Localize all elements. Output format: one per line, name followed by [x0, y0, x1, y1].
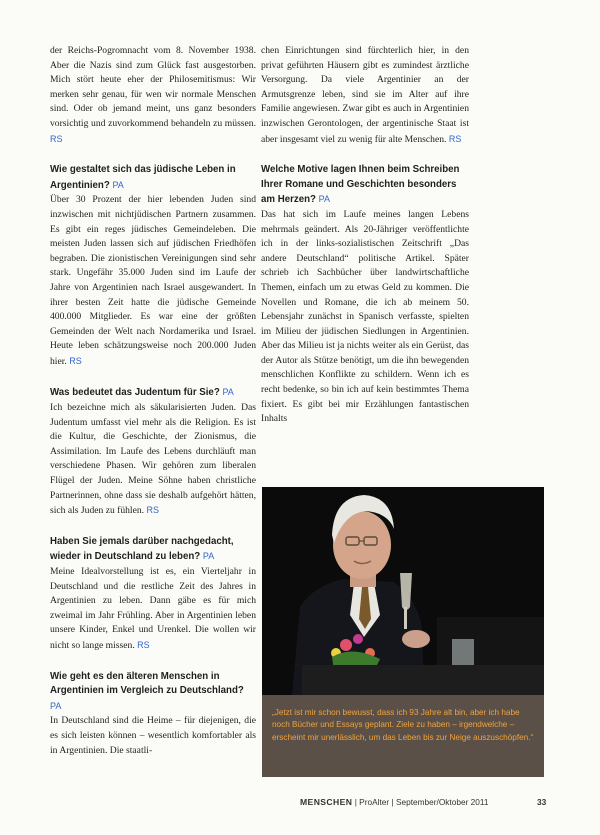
paragraph — [50, 44, 256, 147]
paragraph-text: der Reichs-Pogromnacht vom 8. November 1938. Aber die Nazis sind zum Glück fast ausgestorben. Mich stört heute eher der Philosemitismus: Wir merken sehr genau, für wen wir normale Menschen sind. Oder ob jemand meint, uns ganz besonders vorsichtig und zuvorkommend behandeln zu müssen. — [50, 45, 256, 129]
question-text: Wie geht es den älteren Menschen in Argentinien im Vergleich zu Deutschland? — [50, 670, 244, 697]
caption-text: „Jetzt ist mir schon bewusst, dass ich 93 Jahre alt bin, aber ich habe noch Bücher und Essays geplant. Ziele zu haben – irgendwelche – erscheint mir unerlässlich, um das Leben bis zur Neige auszuschöpfen.“ — [272, 708, 534, 742]
question-heading — [50, 535, 256, 565]
paragraph-text: Ich bezeichne mich als säkularisierten Juden. Das Judentum umfasst viel mehr als die Religion. Es ist die Kultur, die Geschichte, der Zionismus, die Assimilation. Im Laufe des Lebens durchläuft man verschiedene Phasen. Wir gehören zum liberalen Flügel der Juden. Meine Söhne haben christliche Partnerinnen, ohne dass sie deshalb aufgehört hätten, sich als Juden zu fühlen. — [50, 402, 256, 517]
author-tag: PA — [222, 387, 234, 398]
paragraph — [50, 401, 256, 519]
issue-date: September/Oktober 2011 — [395, 797, 489, 807]
question-heading — [50, 163, 256, 193]
author-tag: RS — [146, 505, 159, 516]
footer-separator: | — [391, 797, 394, 807]
paragraph — [50, 193, 256, 369]
author-tag: RS — [137, 639, 150, 650]
section-name: ProAlter — [359, 797, 390, 807]
magazine-name: MENSCHEN — [300, 797, 353, 807]
question-heading — [50, 670, 256, 715]
author-tag: RS — [50, 133, 63, 144]
paragraph — [50, 565, 256, 654]
paragraph: In Deutschland sind die Heime – für diejenigen, die es sich leisten können – wesentlich komfortabler als in Argentinien. Die staatli- — [50, 715, 256, 756]
author-tag: PA — [318, 194, 330, 205]
question-text: Welche Motive lagen Ihnen beim Schreiben Ihrer Romane und Geschichten besonders am Herzen? — [261, 164, 460, 206]
question-text: Wie gestaltet sich das jüdische Leben in Argentinien? — [50, 164, 236, 191]
photo-caption — [262, 695, 544, 777]
paragraph-text: chen Einrichtungen sind fürchterlich hier, in den privat geführten Häusern gibt es zumindest ärztliche Versorgung. Da viele Argentinier an der Armutsgrenze leben, sind sie im Alter auf ihre Familie angewiesen. Zwar gibt es auch in Argentinien inzwischen Gerontologen, der argentinische Staat ist aber insgesamt viel zu wenig für alte Menschen. — [261, 45, 469, 145]
footer-info — [300, 797, 489, 807]
author-tag: PA — [50, 700, 62, 711]
author-photo — [262, 487, 544, 695]
left-column — [50, 44, 256, 758]
question-heading — [50, 385, 256, 401]
question-text: Haben Sie jemals darüber nachgedacht, wieder in Deutschland zu leben? — [50, 535, 234, 563]
right-column — [261, 44, 469, 427]
paragraph-text: Über 30 Prozent der hier lebenden Juden sind inzwischen mit nichtjüdischen Partnern zusammen. Es gibt ein reges jüdisches Gemeindeleben. Die meisten Juden lassen sich auf jüdischen Friedhöfen begraben. Die zionistischen Vereinigungen sind sehr stark. Ungefähr 35.000 Juden sind im Laufe der Jahre von Argentinien nach Israel ausgewandert. In ihrer besten Zeit hatte die jüdische Gemeinde 400.000 Mitglieder. Es war eine der größten Gemeinden der Welt nach Nordamerika und Israel. Heute leben schätzungsweise noch 200.000 Juden hier. — [50, 194, 256, 367]
author-tag: PA — [112, 179, 124, 190]
question-text: Was bedeutet das Judentum für Sie? — [50, 387, 220, 399]
author-tag: RS — [69, 355, 82, 366]
page-footer — [0, 797, 600, 811]
paragraph — [261, 44, 469, 147]
author-tag: RS — [448, 133, 462, 144]
paragraph: Das hat sich im Laufe meines langen Lebens mehrmals geändert. Als 20-Jähriger veröffentlichte ich in der links-sozialistischen Zeitschrift „Das andere Deutschland“ politische Artikel. Später schrieb ich Sachbücher über landwirtschaftliche Themen, einfach um zu etwas Geld zu kommen. Die Novellen und Romane, die ich ab meinem 50. Lebensjahr zunächst in Spanisch verfasste, spielten im Milieu der jüdischen Siedlungen in Argentinien. Aber das Milieu ist ja nichts weiter als ein Gerüst, das der Autor als Stütze benötigt, um die ihn bewegenden menschlichen Konflikte zu schildern. Wenn ich es recht bedenke, so bin ich auf kein bestimmtes Thema fixiert. Es gibt bei mir Erzählungen fantastischen Inhalts — [261, 208, 469, 425]
page-number: 33 — [537, 797, 547, 807]
footer-separator: | — [354, 797, 357, 807]
paragraph-text: Meine Idealvorstellung ist es, ein Vierteljahr in Deutschland und die restliche Zeit des Jahres in Argentinien zu leben. Dann gäbe es für mich zweimal im Jahr Frühling. Aber in Argentinien leben unsere Kinder, Enkel und Urenkel. Die wollen wir nicht so lange missen. — [50, 566, 256, 651]
question-heading — [261, 163, 469, 208]
author-tag: PA — [202, 551, 215, 562]
